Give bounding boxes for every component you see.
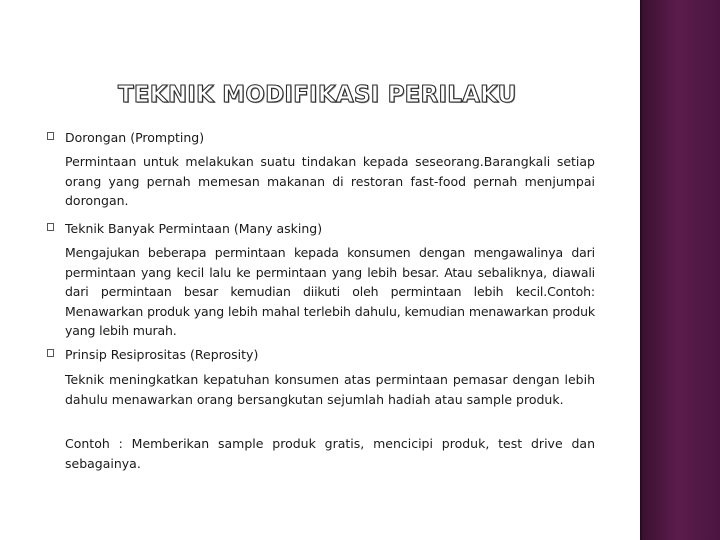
bullet-heading: Dorongan (Prompting) [65,130,205,145]
bullet-square-icon [47,132,54,140]
bullet-heading: Prinsip Resiprositas (Reprosity) [65,347,259,362]
paragraph: Permintaan untuk melakukan suatu tindakan kepada seseorang.Barangkali setiap orang yang pernah memesan makanan di restoran fast-food pernah menjumpai dorongan. [65,154,595,208]
decorative-side-line [640,0,642,540]
bullet-square-icon [47,349,54,357]
paragraph: Contoh : Memberikan sample produk gratis, mencicipi produk, test drive dan sebagainya. [65,436,595,471]
paragraph: Teknik meningkatkan kepatuhan konsumen atas permintaan pemasar dengan lebih dahulu menawarkan orang bersangkutan sejumlah hadiah atau sample produk. [65,372,595,407]
paragraph: Mengajukan beberapa permintaan kepada konsumen dengan mengawalinya dari permintaan yang kecil lalu ke permintaan yang lebih besar. Atau sebaliknya, diawali dari permintaan besar kemudian diikuti oleh permintaan lebih kecil.Contoh: Menawarkan produk yang lebih mahal terlebih dahulu, kemudian menawarkan produk yang lebih murah. [65,245,595,338]
slide-title: TEKNIK MODIFIKASI PERILAKU [118,82,517,108]
bullet-heading: Teknik Banyak Permintaan (Many asking) [65,221,323,236]
bullet-square-icon [47,223,54,231]
decorative-side-band [642,0,720,540]
